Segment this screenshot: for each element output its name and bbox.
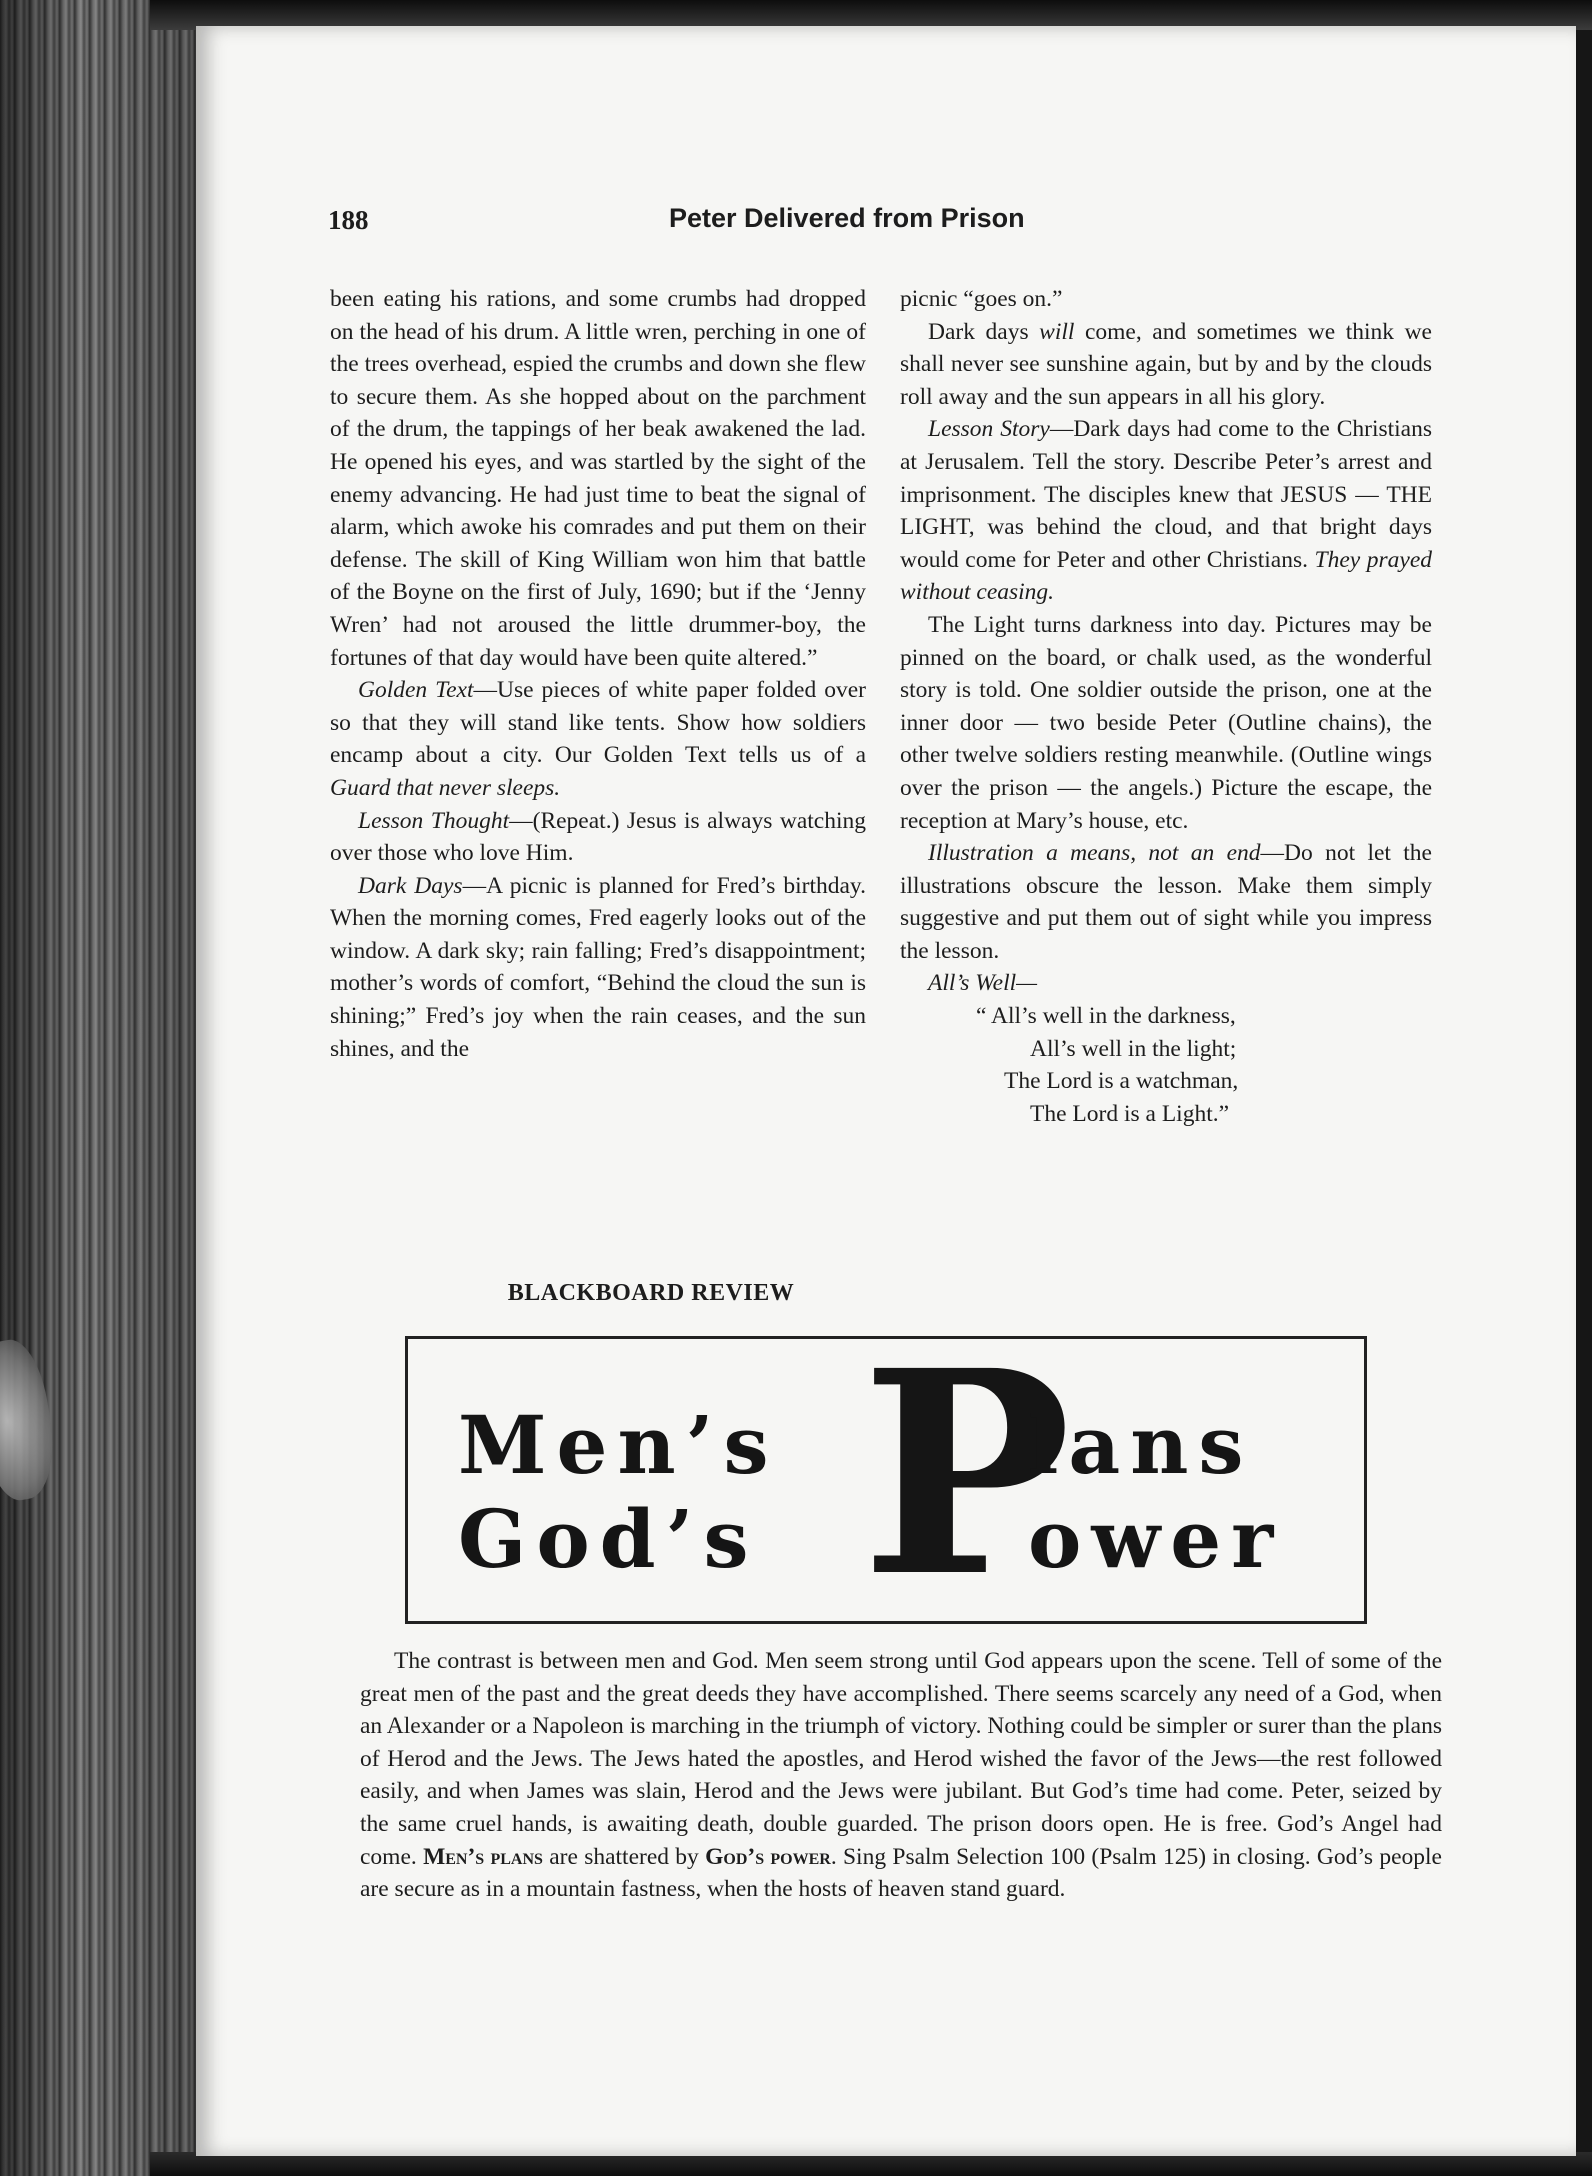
power-word: ower [1028, 1492, 1284, 1586]
page-number: 188 [328, 205, 369, 235]
blackboard-heading: BLACKBOARD REVIEW [507, 1280, 795, 1306]
review-body-a: The contrast is between men and God. Men seem strong until God appears upon the scene. Tell of some of the great men of the past and the great deeds they have accomplished. There seems scarcely any need of a God, when an Alexander or a Napoleon is marching in the triumph of victory. Nothing could be simpler or surer than the plans of Herod and the Jews. The Jews hated the apostles, and Herod wished the favor of the Jews—the rest followed easily, and when James was slain, Herod and the Jews were jubilant. But God’s time had come. Peter, seized by the same cruel hands, is awaiting death, double guarded. The prison doors open. He is free. God’s Angel had come. [360, 1648, 1442, 1870]
book-edge-shadow [0, 0, 200, 2176]
dark-days-label: Dark Days [358, 872, 463, 899]
dark-days-paragraph [330, 870, 866, 1066]
alls-well-label: All’s Well— [928, 970, 1038, 997]
lesson-story-label: Lesson Story [928, 416, 1050, 443]
review-paragraph-block [360, 1645, 1442, 1906]
lesson-story-body: —Dark days had come to the Christians at Jerusalem. Tell the story. Describe Peter’s arrest and imprisonment. The disciples knew that JESUS — THE LIGHT, was behind the cloud, and that bright days would come for Peter and other Christians. [900, 416, 1433, 573]
illustration-paragraph [900, 837, 1432, 967]
wren-story-paragraph: been eating his rations, and some crumbs had dropped on the head of his drum. A little wren, perching in one of the trees overhead, espied the crumbs and down she flew to secure them. As she hopped about on the parchment of the drum, the tappings of her beak awakened the lad. He opened his eyes, and was startled by the sight of the enemy advancing. He had just time to beat the signal of alarm, which awoke his comrades and put them on their defense. The skill of King William won him that battle of the Boyne on the first of July, 1690; but if the ‘Jenny Wren’ had not aroused the little drummer-boy, the fortunes of that day would have been quite altered.” [330, 286, 866, 671]
review-paragraph [360, 1645, 1442, 1906]
dark-days-will: will [1039, 318, 1075, 345]
review-body-b: are shattered by [542, 1843, 706, 1870]
light-paragraph: The Light turns darkness into day. Pictures may be pinned on the board, or chalk used, as the wonderful story is told. One soldier outside the prison, one at the inner door — two beside Peter (Outline chains), the other twelve soldiers resting meanwhile. (Outline wings over the prison — the angels.) Picture the escape, the reception at Mary’s house, etc. [900, 611, 1432, 834]
plans-word: lans [1028, 1398, 1254, 1492]
poem-line: “ All’s well in the darkness, [976, 1003, 1236, 1030]
poem-line: All’s well in the light; [1030, 1035, 1237, 1062]
lesson-story-paragraph [900, 413, 1432, 609]
lesson-thought-label: Lesson Thought [358, 807, 510, 834]
chapter-title: Peter Delivered from Prison [669, 203, 1025, 233]
gods-power-smallcaps: God’s power [705, 1843, 831, 1870]
dark-days-body: —A picnic is planned for Fred’s birthday. When the morning comes, Fred eagerly looks out of the window. A dark sky; rain falling; Fred’s disappointment; mother’s words of comfort, “Behind the cloud the sun is shining;” Fred’s joy when the rain ceases, and the sun shines, and the [330, 872, 866, 1062]
left-column [330, 283, 866, 1065]
dark-days-b: come, and sometimes we think we shall never see sunshine again, but by and by the clouds roll away and the sun appears in all his glory. [900, 318, 1432, 410]
mens-word: Men’s [458, 1398, 779, 1492]
poem-line: The Lord is a watchman, [1004, 1068, 1239, 1095]
dark-days-a: Dark days [928, 318, 1040, 345]
golden-text-paragraph [330, 674, 866, 804]
dark-days-will-paragraph [900, 316, 1432, 414]
lesson-story-italic: They prayed without ceasing. [900, 546, 1432, 606]
illustration-body: —Do not let the illustrations obscure the lesson. Make them simply suggestive and put them out of sight while you impress the lesson. [900, 840, 1432, 964]
gods-word: God’s [458, 1492, 759, 1586]
golden-text-body: —Use pieces of white paper folded over so that they will stand like tents. Show how soldiers encamp about a city. Our Golden Text tells us of a [330, 677, 866, 769]
blackboard-review-box [405, 1310, 1367, 1639]
running-head [328, 205, 1088, 245]
illustration-label: Illustration a means, not an end [928, 840, 1261, 867]
lesson-thought-body: —(Repeat.) Jesus is always watching over those who love Him. [330, 807, 866, 867]
mens-plans-smallcaps: Men’s plans [423, 1843, 543, 1870]
golden-text-italic: Guard that never sleeps. [330, 774, 561, 801]
big-p-letter: P [861, 1310, 1072, 1639]
poem [976, 1000, 1432, 1130]
lesson-thought-paragraph [330, 805, 866, 870]
picnic-continuation: picnic “goes on.” [900, 286, 1063, 312]
poem-line: The Lord is a Light.” [1030, 1100, 1230, 1127]
right-column [900, 283, 1432, 1130]
review-body-c: . Sing Psalm Selection 100 (Psalm 125) in closing. God’s people are secure as in a mountain fastness, when the hosts of heaven stand guard. [360, 1843, 1442, 1903]
golden-text-label: Golden Text [358, 677, 474, 704]
